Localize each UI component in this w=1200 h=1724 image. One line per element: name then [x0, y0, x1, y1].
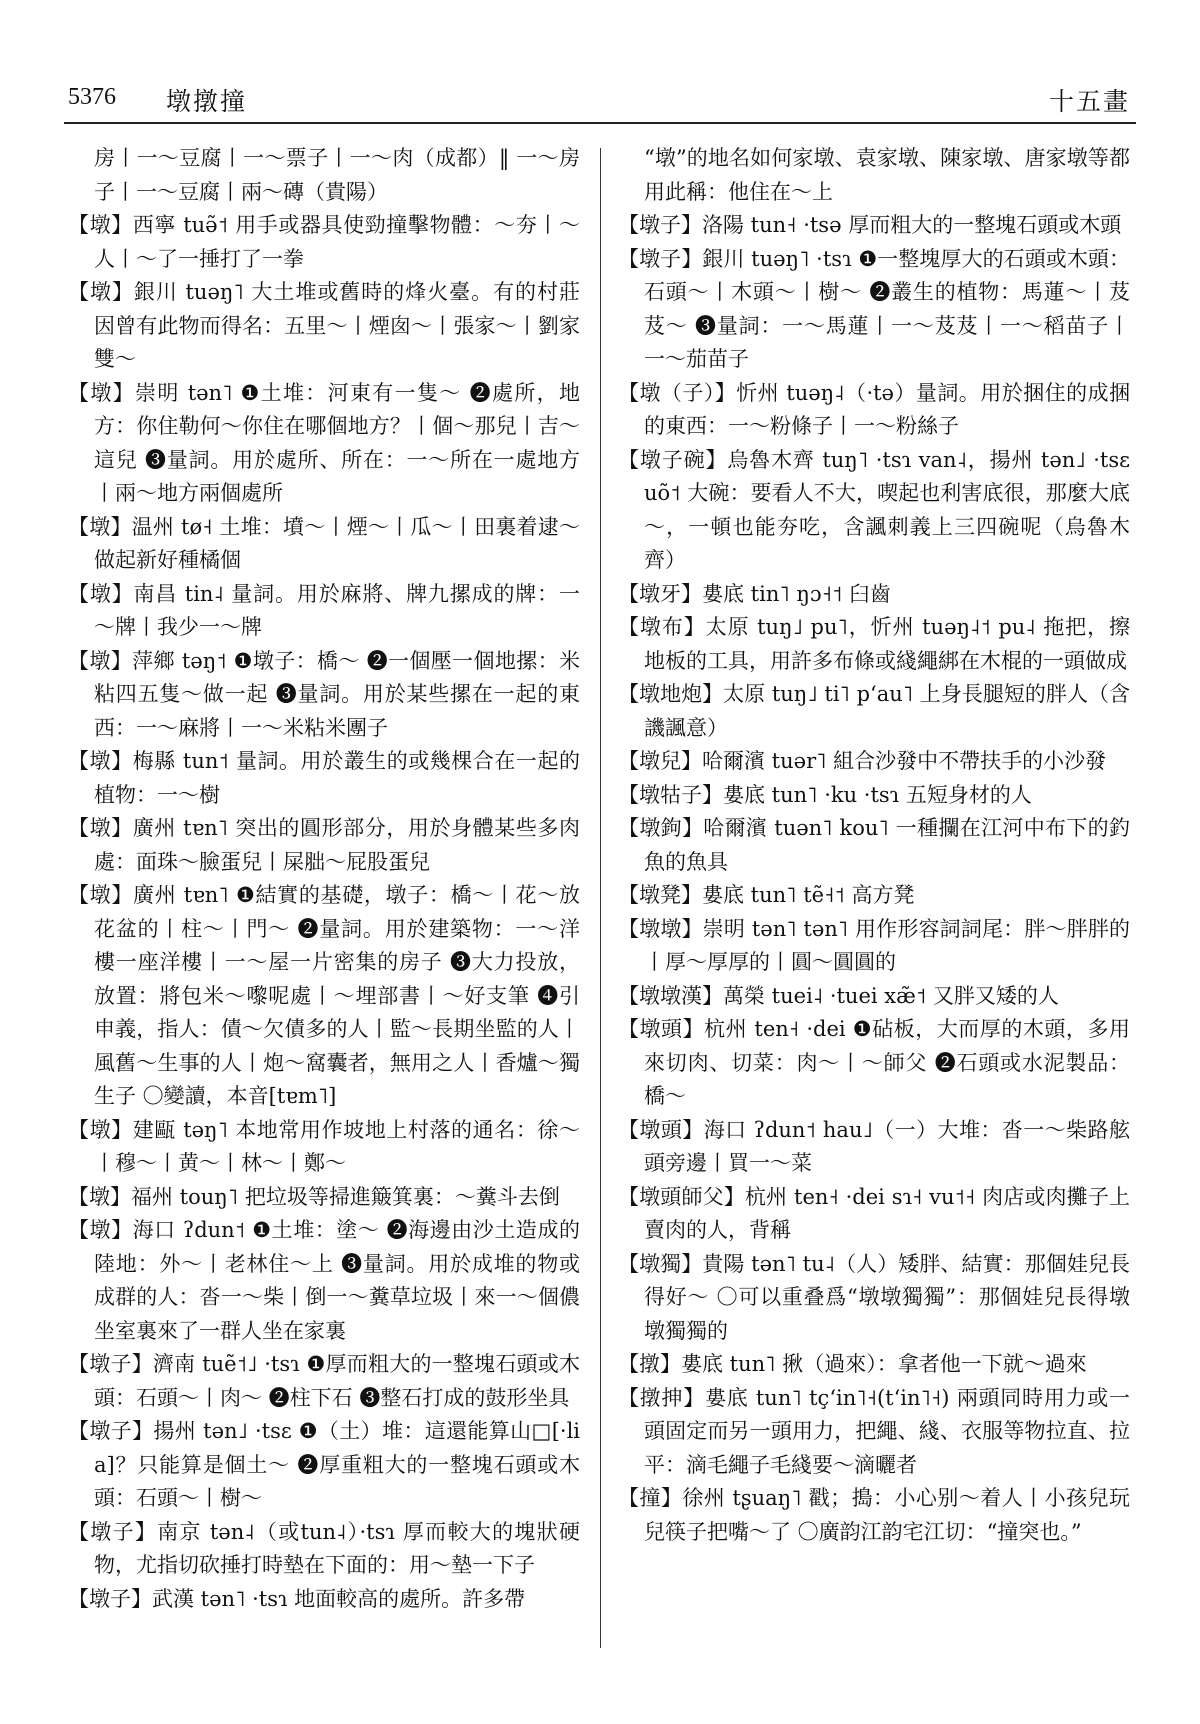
dictionary-entry: 【墩子】武漢 tən˥ ·tsɿ 地面較高的處所。許多帶 [68, 1586, 526, 1611]
dictionary-entry: 【墩】崇明 tən˥ ❶土堆：河東有一隻～ ❷處所，地方：你住勒何～你住在哪個地方？丨個～那兒丨吉～這兒 ❸量詞。用於處所、所在：一～所在一處地方丨兩～地方兩個處所 [68, 380, 580, 505]
dictionary-entry: 【墩子】濟南 tuẽ˦˩ ·tsɿ ❶厚而粗大的一整塊石頭或木頭：石頭～丨肉～ ❷柱下石 ❸整石打成的鼓形坐具 [68, 1352, 580, 1410]
dictionary-entry: 【墩布】太原 tuŋ˩ pu˥，忻州 tuəŋ˨˦ pu˨ 拖把，擦地板的工具，用許多布條或綫繩綁在木棍的一頭做成 [618, 615, 1130, 673]
dictionary-entry: 【墩牯子】婁底 tun˥ ·ku ·tsɿ 五短身材的人 [618, 782, 1032, 807]
dictionary-entry: 【墩】梅縣 tun˦ 量詞。用於叢生的或幾棵合在一起的植物：一～樹 [68, 749, 580, 807]
dictionary-entry: 【墩子】南京 tən˨（或tun˨）·tsɿ 厚而較大的塊狀硬物，尤指切砍捶打時墊在下面的：用～墊一下子 [68, 1519, 580, 1577]
dictionary-entry: 【墩】廣州 tɐn˥ 突出的圓形部分，用於身體某些多肉處：面珠～臉蛋兒丨屎胐～屁股蛋兒 [68, 816, 580, 874]
dictionary-entry: 【墩鉤】哈爾濱 tuən˥ kou˥ 一種攔在江河中布下的釣魚的魚具 [618, 816, 1130, 874]
dictionary-entry: 【墩頭】海口 ʔdun˦ hau˩（一）大堆：沓一～柴路舷頭旁邊丨買一～菜 [618, 1117, 1130, 1175]
dictionary-entry: 【墩頭】杭州 ten˧ ·dei ❶砧板，大而厚的木頭，多用來切肉、切菜：肉～丨～師父 ❷石頭或水泥製品：橋～ [618, 1017, 1130, 1108]
dictionary-entry: 【墩】福州 touŋ˥ 把垃圾等掃進簸箕裏：～糞斗去倒 [68, 1184, 560, 1209]
dictionary-entry: 【墩子】銀川 tuəŋ˥ ·tsɿ ❶一整塊厚大的石頭或木頭：石頭～丨木頭～丨樹～ ❷叢生的植物：馬蓮～丨芨芨～ ❸量詞：一～馬蓮丨一～芨芨丨一～稻苗子丨一～茄苗子 [618, 246, 1130, 371]
column-divider [600, 148, 601, 1648]
section-label: 十五畫 [1048, 87, 1130, 116]
dictionary-entry: 【墩墩漢】萬榮 tuei˨ ·tuei xæ̃˦ 又胖又矮的人 [618, 983, 1059, 1008]
dictionary-entry: 【墩子】揚州 tən˩ ·tsɛ ❶（土）堆：這還能算山□[·lia]？只能算是個土～ ❷厚重粗大的一整塊石頭或木頭：石頭～丨樹～ [68, 1419, 580, 1510]
dictionary-entry: 【撴抻】婁底 tun˥ tçʻin˥˧(tʻin˥˧) 兩頭同時用力或一頭固定而另一頭用力，把繩、綫、衣服等物拉直、拉平：滴毛繩子毛綫要～滴曬者 [618, 1385, 1130, 1477]
dictionary-entry: 【墩兒】哈爾濱 tuər˥ 組合沙發中不帶扶手的小沙發 [618, 749, 1107, 773]
dictionary-entry: 【墩】建甌 təŋ˥ 本地常用作坡地上村落的通名：徐～丨穆～丨黄～丨林～丨鄭～ [68, 1117, 580, 1175]
dictionary-entry: 【墩】南昌 tin˨ 量詞。用於麻將、牌九摞成的牌：一～牌丨我少一～牌 [68, 581, 580, 639]
header-rule [64, 122, 1136, 124]
dictionary-entry: 【墩（子）】忻州 tuəŋ˨（·tə）量詞。用於捆住的成捆的東西：一～粉條子丨一～粉絲子 [618, 380, 1130, 438]
dictionary-entry: “墩”的地名如何家墩、袁家墩、陳家墩、唐家墩等都用此稱：他住在～上 [644, 146, 1130, 204]
dictionary-entry: 【墩】温州 tø˧ 土堆：墳～丨煙～丨瓜～丨田裏着逮～做起新好種橘個 [68, 514, 580, 572]
dictionary-entry: 【墩】廣州 tɐn˥ ❶結實的基礎，墩子：橋～丨花～放花盆的丨柱～丨門～ ❷量詞。用於建築物：一～洋樓一座洋樓丨一～屋一片密集的房子 ❸大力投放，放置：將包米～嚟呢處丨～埋部書丨～好支筆 ❹引申義，指人：債～欠債多的人丨監～長期坐監的人丨風舊～生事的人丨炮～窩囊者，無用之人丨香爐～獨生子 〇變讀，本音[tɐm˥] [68, 883, 580, 1108]
dictionary-entry: 【墩】銀川 tuəŋ˥ 大土堆或舊時的烽火臺。有的村莊因曾有此物而得名：五里～丨煙囱～丨張家～丨劉家雙～ [68, 280, 580, 371]
dictionary-entry: 房丨一～豆腐丨一～票子丨一～肉（成都）‖ 一～房子丨一～豆腐丨兩～磚（貴陽） [94, 146, 580, 204]
page-number: 5376 [68, 84, 116, 110]
dictionary-entry: 【墩】萍鄉 təŋ˦ ❶墩子：橋～ ❷一個壓一個地摞：米粘四五隻～做一起 ❸量詞。用於某些摞在一起的東西：一～麻將丨一～米粘米團子 [68, 648, 580, 740]
dictionary-entry: 【墩子】洛陽 tun˧ ·tsə 厚而粗大的一整塊石頭或木頭 [618, 213, 1122, 237]
dictionary-entry: 【撞】徐州 tʂuaŋ˥ 戳；搗：小心别～着人丨小孩兒玩兒筷子把嘴～了 〇廣韵江韵宅江切：“撞突也。” [618, 1486, 1130, 1544]
dictionary-entry: 【墩墩】崇明 tən˥ tən˥ 用作形容詞詞尾：胖～胖胖的丨厚～厚厚的丨圓～圓圓的 [618, 916, 1130, 974]
dictionary-entry: 【墩】海口 ʔdun˦ ❶土堆：塗～ ❷海邊由沙土造成的陸地：外～丨老林住～上 ❸量詞。用於成堆的物或成群的人：沓一～柴丨倒一～糞草垃圾丨來一～個儂坐室裏來了一群人坐在家裏 [68, 1218, 580, 1343]
page-headwords: 墩撴撞 [166, 87, 248, 116]
left-column [68, 142, 580, 1616]
dictionary-entry: 【墩頭師父】杭州 ten˧ ·dei sɿ˧ vu˦˧ 肉店或肉攤子上賣肉的人，背稱 [618, 1184, 1130, 1242]
page-header [68, 84, 1130, 120]
dictionary-entry: 【墩獨】貴陽 tən˥ tu˨（人）矮胖、結實：那個娃兒長得好～ 〇可以重叠爲“墩墩獨獨”：那個娃兒長得墩墩獨獨的 [618, 1251, 1130, 1343]
dictionary-entry: 【墩子碗】烏魯木齊 tuŋ˥ ·tsɿ van˨，揚州 tən˩ ·tsɛ uõ˦ 大碗：要看人不大，喫起也利害底很，那麼大底～，一頓也能夯吃，含諷刺義上三四碗呢（烏魯木齊） [618, 447, 1130, 572]
dictionary-entry: 【墩地炮】太原 tuŋ˩ ti˥ pʻau˥ 上身長腿短的胖人（含譏諷意） [618, 682, 1130, 740]
dictionary-entry: 【墩凳】婁底 tun˥ tẽ˧˦ 高方凳 [618, 883, 915, 907]
dictionary-entry: 【撴】婁底 tun˥ 揪（過來）：拿者他一下就～過來 [618, 1352, 1087, 1376]
dictionary-entry: 【墩】西寧 tuə̃˦ 用手或器具使勁撞擊物體：～夯丨～人丨～了一捶打了一拳 [68, 213, 580, 271]
dictionary-entry: 【墩牙】婁底 tin˥ ŋɔ˧˦ 臼齒 [618, 581, 892, 606]
right-column [618, 142, 1130, 1549]
